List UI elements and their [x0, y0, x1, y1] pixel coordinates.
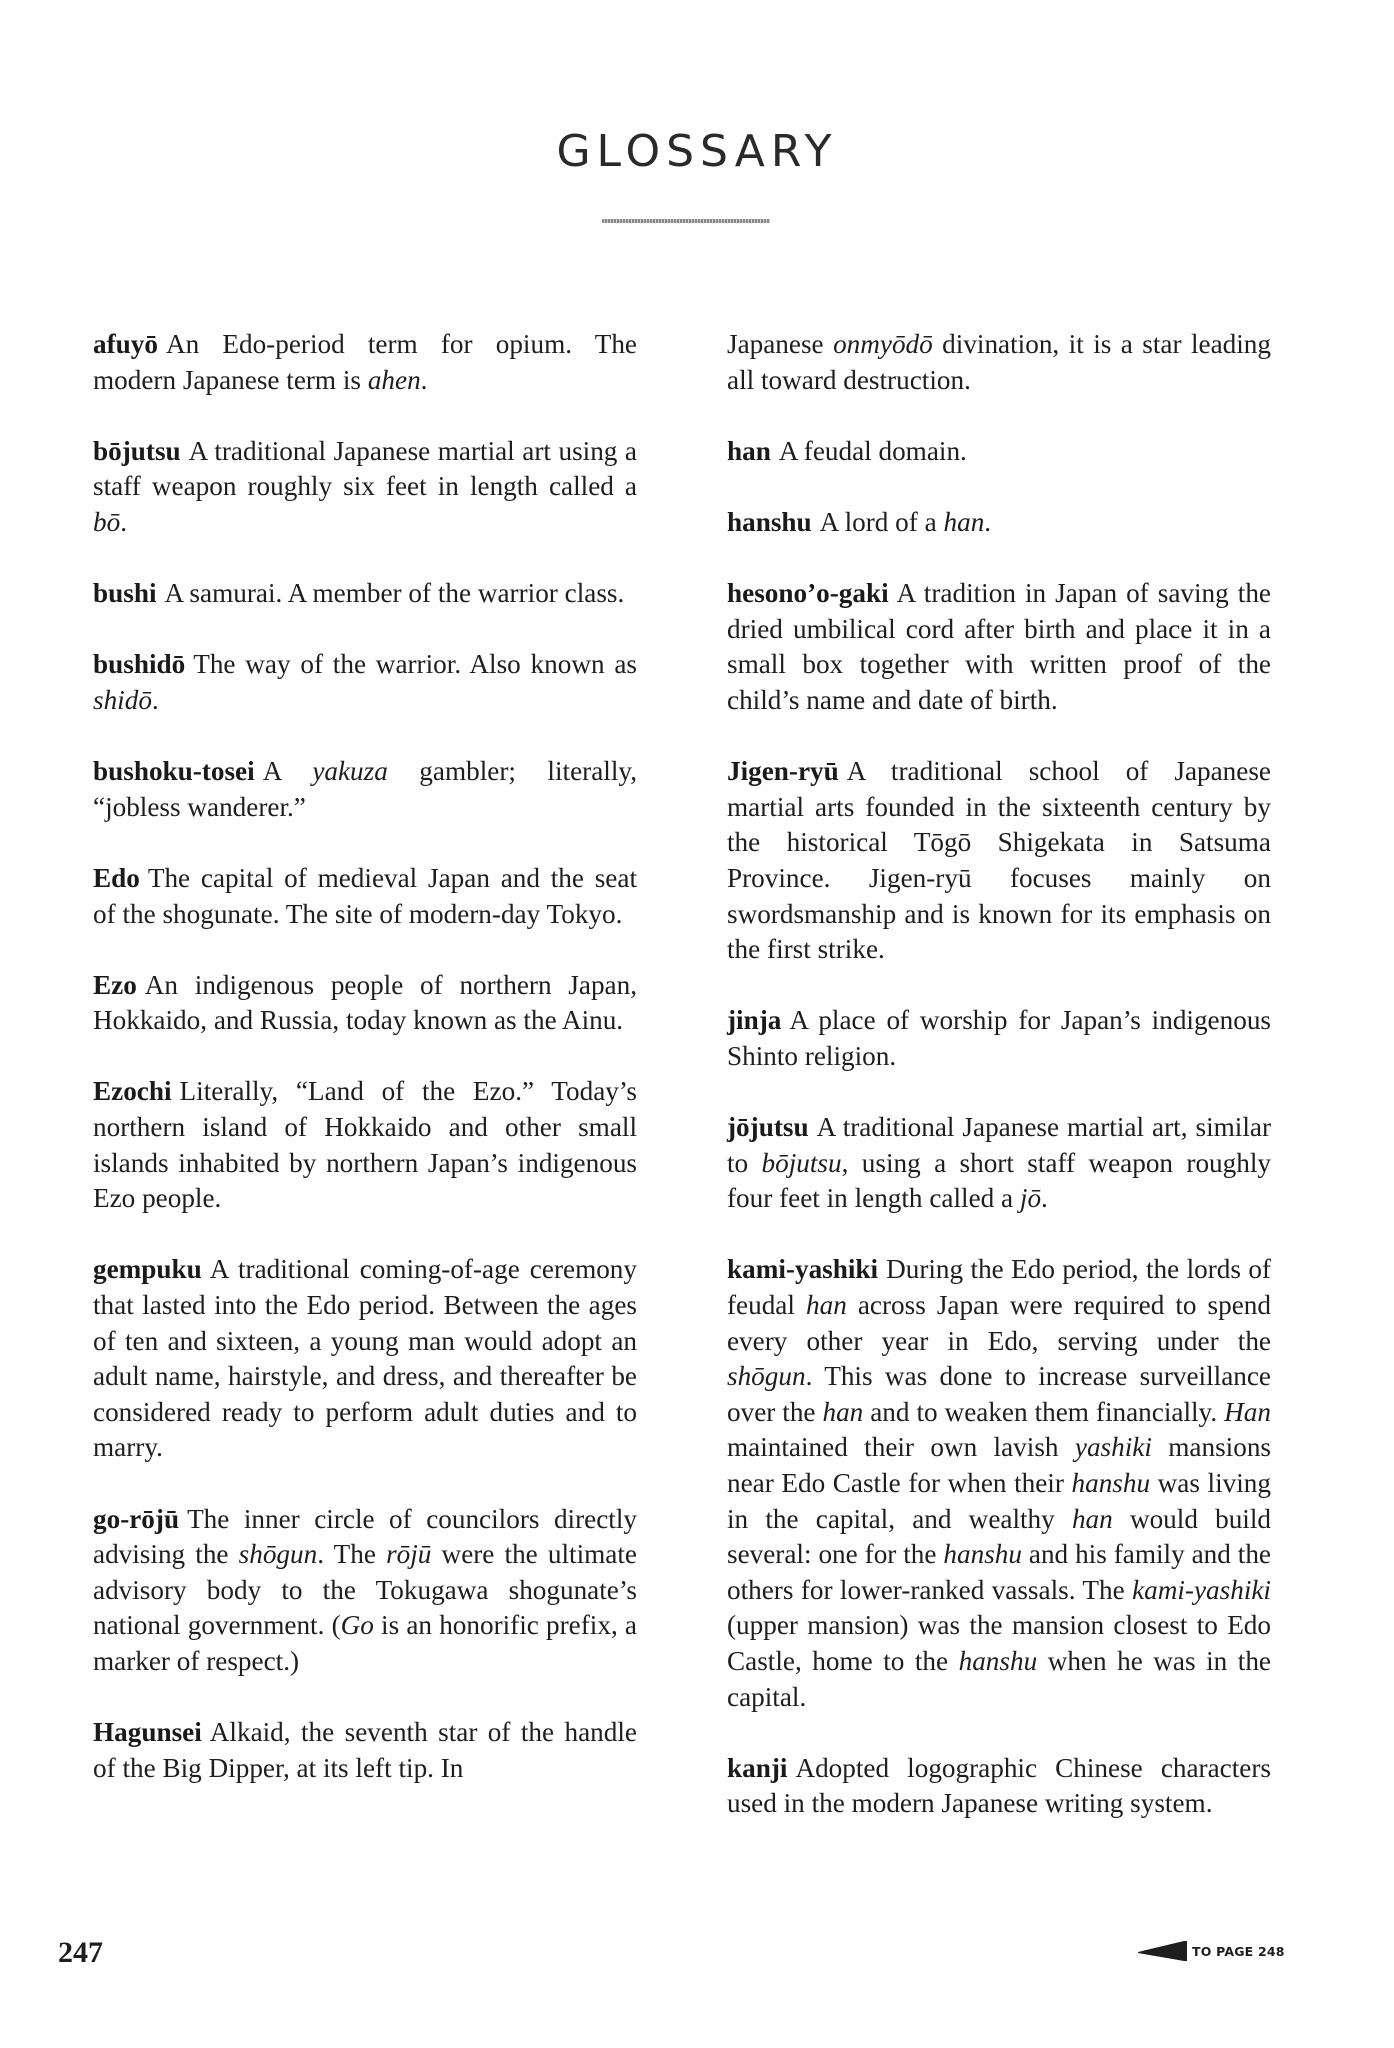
glossary-definition — [779, 436, 967, 466]
italic-term: yakuza — [312, 756, 388, 787]
definition-text: . This was done to increase surveillance over the — [727, 1361, 1271, 1427]
italic-term: onmyōdō — [833, 329, 933, 359]
definition-text: and to weaken them financially. — [863, 1396, 1225, 1427]
glossary-term: hesono’o-gaki — [727, 578, 889, 609]
glossary-entry — [727, 1110, 1271, 1217]
continue-to-next-page[interactable] — [1138, 1940, 1285, 1962]
italic-term: han — [943, 506, 985, 537]
italic-term: han — [806, 1290, 847, 1321]
italic-term: rōjū — [386, 1539, 432, 1570]
glossary-definition — [93, 1076, 637, 1213]
glossary-entry — [93, 968, 637, 1039]
glossary-entry — [93, 1252, 637, 1466]
definition-text: A traditional Japanese martial art using a staff weapon roughly six feet in length called a — [93, 435, 637, 502]
definition-text: Alkaid, the seventh star of the handle of the Big Dipper, at its left tip. In — [93, 1717, 637, 1783]
italic-term: jō — [1019, 1183, 1042, 1214]
glossary-column-left — [93, 327, 637, 1822]
italic-term: han — [1071, 1503, 1113, 1534]
definition-text: . — [1041, 1183, 1048, 1214]
definition-text: (upper mansion) was the mansion closest to Edo Castle, home to the — [727, 1610, 1271, 1676]
italic-term: hanshu — [958, 1645, 1038, 1676]
italic-term: bōjutsu — [761, 1147, 842, 1178]
definition-text: A samurai. A member of the warrior class. — [164, 578, 625, 609]
glossary-term: Ezo — [93, 969, 137, 1000]
italic-term: Han — [1224, 1396, 1271, 1427]
definition-text: Literally, “Land of the Ezo.” Today’s northern island of Hokkaido and other small islands inhabited by northern Japan’s indigenous Ezo people. — [93, 1076, 637, 1214]
glossary-definition — [165, 578, 625, 608]
glossary-term: Ezochi — [93, 1076, 172, 1107]
definition-text: The capital of medieval Japan and the seat of the shogunate. The site of modern-day Tokyo. — [93, 862, 637, 929]
definition-text: Japanese — [727, 329, 834, 359]
page-title: GLOSSARY — [556, 126, 838, 177]
definition-text: . — [151, 684, 159, 715]
glossary-term: bushoku-tosei — [93, 756, 255, 787]
italic-term: ahen — [367, 364, 421, 395]
glossary-definition — [93, 1254, 637, 1462]
glossary-definition — [93, 863, 637, 929]
definition-text: maintained their own lavish — [727, 1432, 1075, 1463]
glossary-term: go-rōjū — [93, 1503, 180, 1534]
glossary-term: afuyō — [93, 329, 158, 359]
glossary-entry — [727, 1003, 1271, 1074]
definition-text: across Japan were required to spend every other year in Edo, serving under the — [727, 1290, 1271, 1356]
glossary-term: han — [727, 435, 771, 466]
glossary-entry — [93, 434, 637, 541]
definition-text: A tradition in Japan of saving the dried umbilical cord after birth and place it in a small box together with written proof of the child’s name and date of birth. — [727, 578, 1271, 715]
definition-text: divination, it is a star leading all toward destruction. — [727, 329, 1271, 395]
definition-text: is an honorific prefix, a marker of respect.) — [93, 1610, 637, 1676]
definition-text: A — [262, 756, 313, 787]
glossary-entry — [727, 1252, 1271, 1715]
continue-label: TO PAGE 248 — [1192, 1943, 1285, 1959]
definition-text: . The — [317, 1539, 387, 1570]
glossary-entry — [727, 576, 1271, 718]
glossary-term: bushidō — [93, 649, 186, 680]
glossary-entry — [727, 327, 1271, 398]
definition-text: when he was in the capital. — [727, 1645, 1271, 1712]
glossary-term: kami-yashiki — [727, 1254, 879, 1285]
italic-term: yashiki — [1074, 1432, 1152, 1463]
italic-term: Go — [340, 1610, 374, 1641]
glossary-term: bōjutsu — [93, 435, 181, 466]
page-number: 247 — [58, 1936, 103, 1969]
definition-text: A lord of a — [819, 506, 944, 537]
glossary-term: Edo — [93, 862, 140, 893]
glossary-definition — [727, 1005, 1271, 1071]
glossary-term: Hagunsei — [93, 1717, 202, 1748]
italic-term: shōgun — [238, 1539, 318, 1570]
glossary-term: Jigen-ryū — [727, 756, 839, 787]
definition-text: The inner circle of councilors directly advising the — [93, 1503, 637, 1570]
definition-text: An Edo-period term for opium. The modern Japanese term is — [93, 329, 637, 395]
glossary-term: jōjutsu — [727, 1112, 809, 1143]
glossary-column-right — [727, 327, 1271, 1858]
glossary-term: jinja — [727, 1005, 782, 1036]
definition-text: A traditional Japanese martial art, similar to — [727, 1112, 1271, 1178]
glossary-entry — [93, 1074, 637, 1216]
glossary-term: gempuku — [93, 1254, 202, 1285]
glossary-entry — [93, 1502, 637, 1680]
definition-text: . — [984, 506, 992, 537]
definition-text: Adopted logographic Chinese characters used in the modern Japanese writing system. — [727, 1752, 1271, 1819]
definition-text: would build several: one for the — [727, 1503, 1271, 1570]
definition-text: The way of the warrior. Also known as — [193, 649, 637, 680]
definition-text: . — [420, 364, 428, 395]
italic-term: shidō — [93, 684, 152, 715]
glossary-definition — [727, 1254, 1271, 1711]
definition-text: , using a short staff weapon roughly four feet in length called a — [727, 1147, 1271, 1214]
title-divider — [602, 219, 770, 223]
definition-text: mansions near Edo Castle for when their — [727, 1432, 1271, 1498]
italic-term: kami-yashiki — [1132, 1574, 1271, 1605]
glossary-entry — [727, 754, 1271, 968]
italic-term: shōgun — [727, 1361, 806, 1392]
italic-term: hanshu — [943, 1539, 1022, 1570]
glossary-term: bushi — [93, 578, 157, 609]
italic-term: hanshu — [1071, 1468, 1151, 1498]
italic-term: bō — [93, 506, 121, 537]
glossary-definition — [727, 1753, 1271, 1819]
glossary-entry — [93, 576, 637, 612]
definition-text: . — [120, 506, 127, 537]
definition-text: and his family and the others for lower-ranked vassals. The — [727, 1539, 1271, 1605]
glossary-entry — [727, 505, 1271, 541]
definition-text: was living in the capital, and wealthy — [727, 1468, 1271, 1534]
definition-text: A traditional school of Japanese martial arts founded in the sixteenth century by the historical Tōgō Shigekata in Satsuma Province. Jigen-ryū focuses mainly on swordsmanship and is known for its emphasis on the first strike. — [727, 756, 1271, 965]
glossary-entry — [727, 1751, 1271, 1822]
definition-text: A feudal domain. — [778, 435, 967, 466]
definition-text: During the Edo period, the lords of feudal — [727, 1254, 1271, 1321]
glossary-term: kanji — [727, 1752, 788, 1783]
glossary-term: hanshu — [727, 506, 812, 537]
glossary-entry — [93, 861, 637, 932]
glossary-definition — [93, 329, 637, 395]
glossary-entry — [727, 434, 1271, 470]
definition-text: A traditional coming-of-age ceremony that lasted into the Edo period. Between the ages of ten and sixteen, a young man would adopt an adult name, hairstyle, and dress, and thereafter be considered ready to perform adult duties and to marry. — [93, 1254, 637, 1463]
left-pointing-arrow-icon — [1138, 1940, 1190, 1962]
definition-text: gambler; literally, “jobless wanderer.” — [93, 756, 637, 822]
definition-text: were the ultimate advisory body to the Tokugawa shogunate’s national government. ( — [93, 1539, 637, 1641]
definition-text: A place of worship for Japan’s indigenous Shinto religion. — [727, 1005, 1271, 1071]
glossary-definition — [93, 970, 637, 1036]
glossary-entry — [93, 754, 637, 825]
italic-term: han — [822, 1396, 864, 1427]
glossary-entry — [93, 647, 637, 718]
glossary-definition — [727, 756, 1271, 964]
glossary-definition — [820, 507, 991, 537]
definition-text: An indigenous people of northern Japan, Hokkaido, and Russia, today known as the Ainu. — [93, 969, 637, 1036]
glossary-entry — [93, 1715, 637, 1786]
glossary-entry — [93, 327, 637, 398]
glossary-definition — [727, 329, 1271, 395]
